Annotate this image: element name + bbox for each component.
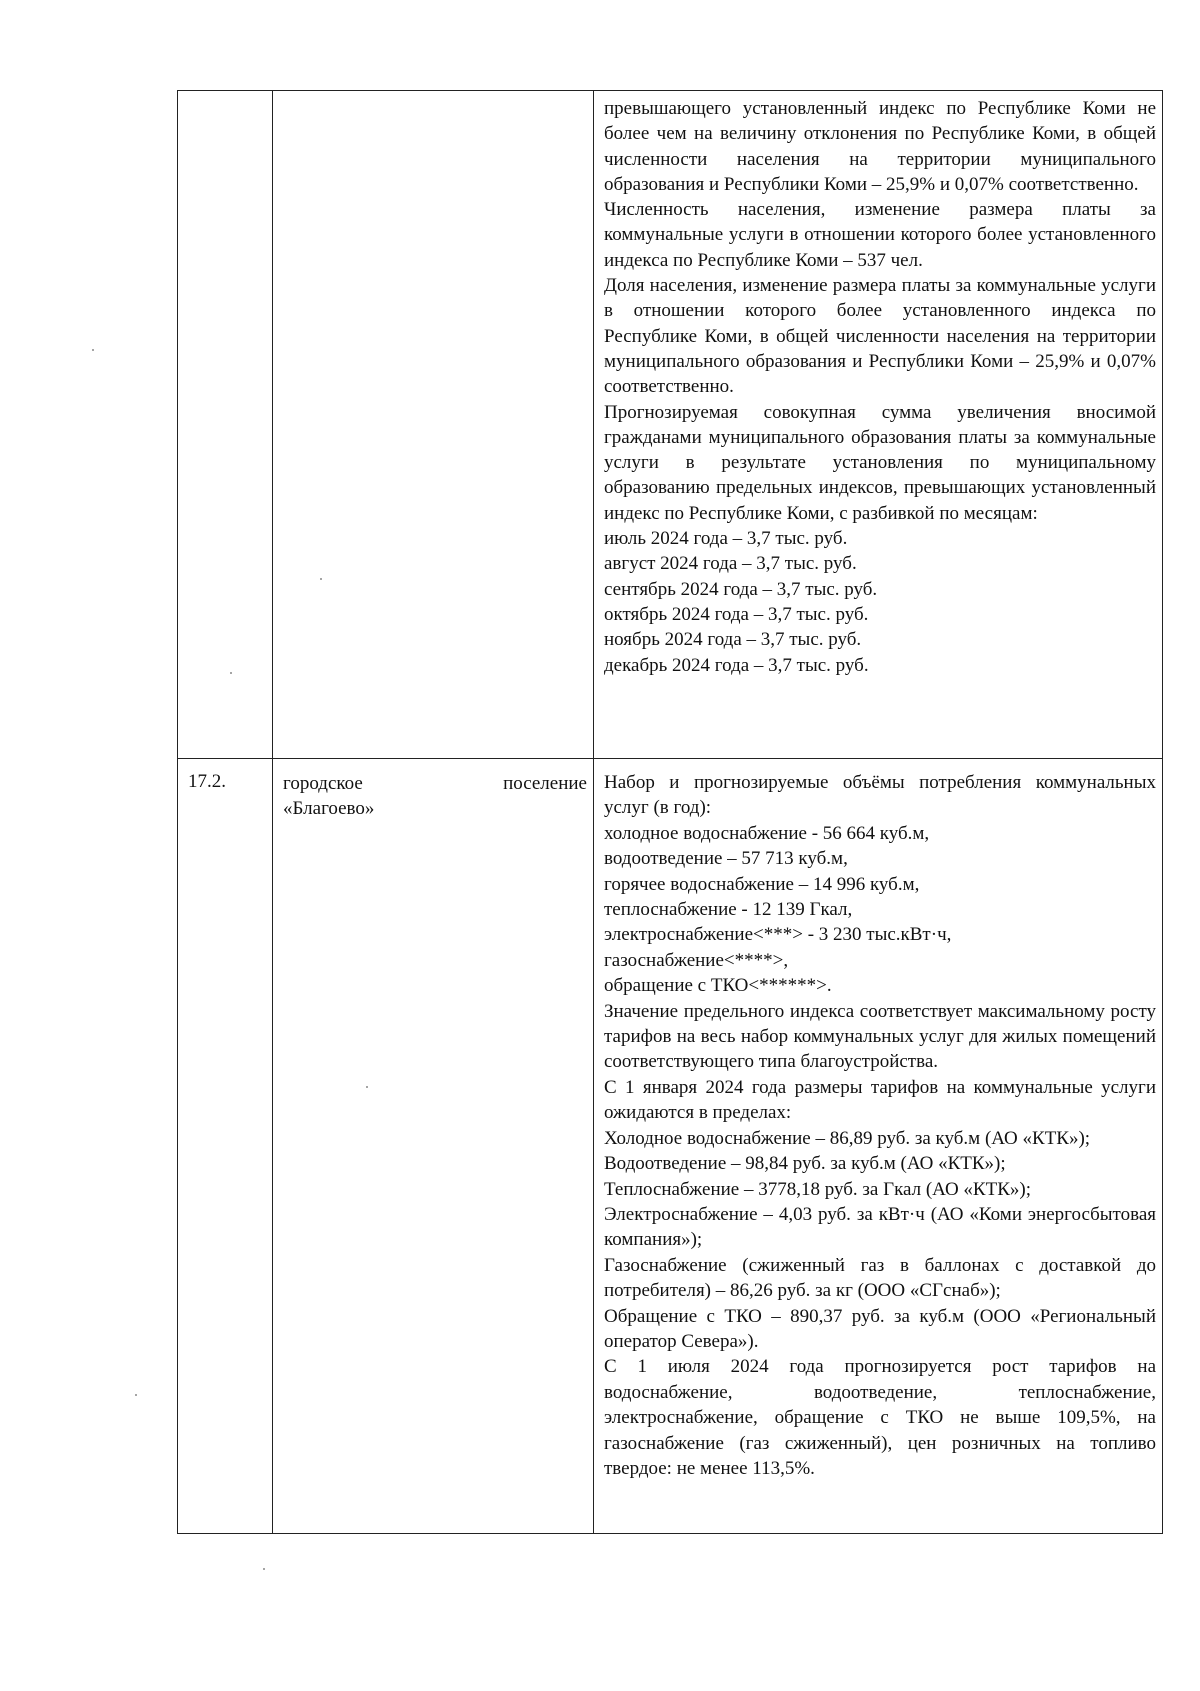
tariff-item: Теплоснабжение – 3778,18 руб. за Гкал (АО «КТК»); [604,1178,1031,1200]
month-amount: август 2024 года – 3,7 тыс. руб. [604,553,857,575]
month-amount: июль 2024 года – 3,7 тыс. руб. [604,528,848,550]
scan-speck [263,1568,265,1570]
row-number-cell [178,91,273,759]
tariff-item: Обращение с ТКО – 890,37 руб. за куб.м (ООО «Региональный оператор Севера»). [604,1305,1156,1352]
volume-item: холодное водоснабжение - 56 664 куб.м, [604,822,930,844]
month-amount: сентябрь 2024 года – 3,7 тыс. руб. [604,578,878,600]
volume-item: горячее водоснабжение – 14 996 куб.м, [604,873,920,895]
month-amount: декабрь 2024 года – 3,7 тыс. руб. [604,654,869,676]
scan-speck [366,1086,368,1088]
volume-item: теплоснабжение - 12 139 Гкал, [604,899,853,921]
tariff-item: Водоотведение – 98,84 руб. за куб.м (АО «КТК»); [604,1153,1006,1175]
paragraph: С 1 января 2024 года размеры тарифов на коммунальные услуги ожидаются в пределах: [604,1076,1156,1124]
month-amount: ноябрь 2024 года – 3,7 тыс. руб. [604,629,862,651]
volume-item: обращение с ТКО<******>. [604,975,832,997]
table-row [178,91,1163,759]
volume-item: электроснабжение<***> - 3 230 тыс.кВт·ч, [604,924,952,946]
scan-speck [230,672,232,674]
paragraph: Значение предельного индекса соответствует максимальному росту тарифов на весь набор коммунальных услуг для жилых помещений соответствующего типа благоустройства. [604,1000,1156,1073]
tariff-item: Электроснабжение – 4,03 руб. за кВт·ч (АО «Коми энергосбытовая компания»); [604,1203,1156,1251]
document-table [177,90,1163,1534]
description-cell [594,91,1163,759]
paragraph: превышающего установленный индекс по Республике Коми не более чем на величину отклонения по Республике Коми, в общей численности населения на территории муниципального образования и Республики Коми – 25,9% и 0,07% соответственно. [604,98,1156,195]
paragraph: Численность населения, изменение размера платы за коммунальные услуги в отношении которого более установленного индекса по Республике Коми – 537 чел. [604,199,1156,271]
paragraph: Доля населения, изменение размера платы за коммунальные услуги в отношении которого более установленного индекса по Республике Коми, в общей численности населения на территории муниципального образования и Республики Коми – 25,9% и 0,07% соответственно. [604,275,1156,398]
tariff-item: Газоснабжение (сжиженный газ в баллонах с доставкой до потребителя) – 86,26 руб. за кг (ООО «СГснаб»); [604,1254,1156,1302]
municipality-cell [273,91,594,759]
scan-speck [92,349,94,351]
municipality-name: «Благоево» [283,798,375,819]
row-number-cell: 17.2. [178,759,273,1534]
municipality-type-word: поселение [503,773,587,794]
month-amount: октябрь 2024 года – 3,7 тыс. руб. [604,603,869,625]
description-cell [594,759,1163,1534]
paragraph: Набор и прогнозируемые объёмы потребления коммунальных услуг (в год): [604,772,1156,819]
scan-speck [135,1394,137,1396]
paragraph: Прогнозируемая совокупная сумма увеличения вносимой гражданами муниципального образования платы за коммунальные услуги в результате установления по муниципальному образованию предельных индексов, превышающих установленный индекс по Республике Коми, с разбивкой по месяцам: [604,401,1156,524]
volume-item: газоснабжение<****>, [604,949,789,971]
table-row [178,759,1163,1534]
volume-item: водоотведение – 57 713 куб.м, [604,848,848,870]
municipality-cell [273,759,594,1534]
tariff-item: Холодное водоснабжение – 86,89 руб. за куб.м (АО «КТК»); [604,1127,1091,1149]
municipality-type-word: городское [283,773,363,794]
paragraph: С 1 июля 2024 года прогнозируется рост тарифов на водоснабжение, водоотведение, теплоснабжение, электроснабжение, обращение с ТКО не выше 109,5%, на газоснабжение (газ сжиженный), цен розничных на топливо твердое: не менее 113,5%. [604,1356,1156,1479]
municipality-type [283,771,587,796]
scan-speck [320,578,322,580]
